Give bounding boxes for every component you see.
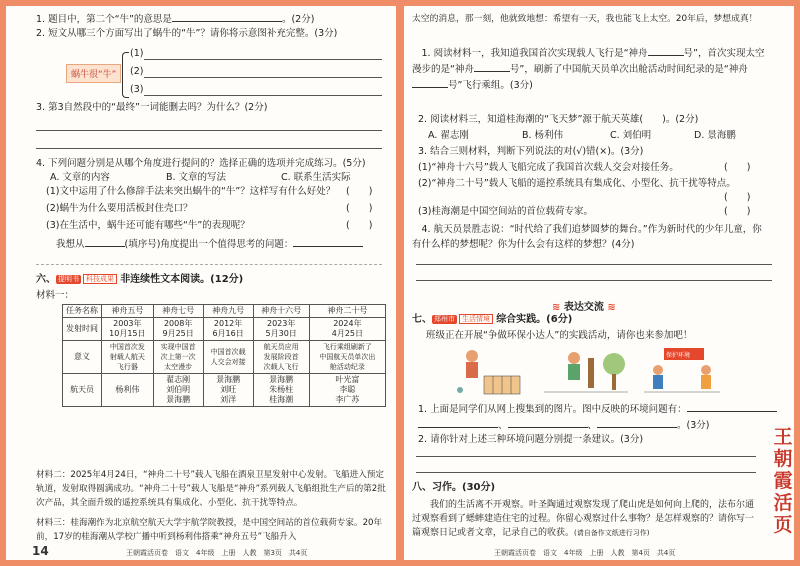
q4-last: 我想从 (填序号)角度提出一个值得思考的问题： <box>56 237 363 251</box>
table-row: 发射时间 2003年 10月15日 2008年 9月25日 2012年 6月16日 2023年 5月30日 2024年 4月25日 <box>63 318 386 341</box>
answer-line[interactable] <box>416 456 756 457</box>
table-header: 神舟五号 <box>102 305 154 318</box>
r7-q2: 2. 请你针对上述三种环境问题分别提一条建议。(3分) <box>418 434 644 445</box>
answer-paren[interactable]: ( ) <box>724 206 751 217</box>
answer-line[interactable] <box>144 59 382 60</box>
answer-line[interactable] <box>36 148 382 149</box>
material-3-continued: 太空的消息，那一刻，他就致地想：希望有一天，我也能飞上太空。20年后，梦想成真！ <box>412 14 758 24</box>
page-number: 14 <box>32 544 49 558</box>
table-header: 神舟七号 <box>153 305 203 318</box>
answer-line[interactable] <box>144 95 382 96</box>
brace <box>122 52 129 98</box>
answer-paren[interactable]: ( ) <box>724 192 751 203</box>
right-page: 太空的消息，那一刻，他就致地想：希望有一天，我也能飞上太空。20年后，梦想成真！ 1. 阅读材料一，我知道我国首次实现载人飞行是“神舟 号”，首次实现太空漫步的是“神舟 号”，刷新了中国航天员单次出舱活动时间纪录的是“神舟号”飞行乘组。(3分) 2. 阅读材料三，知道桂海潮的“飞天梦”源于航天英雄( )。(2分) A. 翟志刚 B. 杨利伟 C. 刘伯明 D. 景海鹏 3. 结合三则材料，判断下列说法的对(√)错(×)。(3分) (1)“神舟十六号”载人飞船完成了我国首次载人交会对接任务。 ( ) (2)“神舟二十号”载人飞船的遥控系统具有集成化、小型化、抗干扰等特点。 ( ) (3)桂海潮是中国空间站的首位载荷专家。 ( ) 4. 航天员景胜志说：“时代给了我们追梦圆梦的舞台。”作为新时代的少年儿童，你有什么样的梦想呢？你为什么会有这样的梦想？(4分) ≋ 表达交流 ≋ 七、 郑州市 生活情境 综合实践。(6分) 班级正在开展“争做环保小达人”的实践活动，请你也来参加吧！ 保护环境 1. 上面是同学们从网上搜集到的图片。图中反映的环境问题有： 、 、 。(3分) 2. 请你针对上述三种环境问题分别提一条建议。(3分) 八、习作。(30分) 我们的生活离不开观察。叶圣陶通过观察发现了爬山虎是如何向上爬的，法布尔通过观察看到了蟋蟀建造住宅的过程。你留心观察过什么事物？是怎样观察的？请你写一篇观察日记或者文章，记录自己的收获。(请自备作文纸进行习作) 王朝霞活页卷 语文 4年级 上册 人教 第4页 共4页 王 朝 霞 活 页 <box>404 6 794 560</box>
answer-line[interactable] <box>416 280 772 281</box>
r-q3: 3. 结合三则材料，判断下列说法的对(√)错(×)。(3分) <box>418 146 644 157</box>
express-header: ≋ 表达交流 ≋ <box>552 302 616 313</box>
answer-paren[interactable]: ( ) <box>724 162 751 173</box>
section-8-title: 八、习作。(30分) <box>412 482 496 493</box>
illustration-1 <box>454 346 524 396</box>
intro: 班级正在开展“争做环保小达人”的实践活动，请你也来参加吧！ <box>426 330 693 341</box>
mission-table <box>62 304 386 407</box>
tree-cutting-illustration-icon <box>544 348 628 396</box>
answer-line[interactable] <box>416 264 772 265</box>
material-3: 材料三：桂海潮作为北京航空航天大学宇航学院教授，是中国空间站的首位载荷专家。20年前，17岁的桂海潮从学校广播中听到杨利伟搭乘“神舟五号”飞船升入 <box>36 518 383 542</box>
left-page: 1. 题目中，第二个“牛”的意思是 。(2分) 2. 短文从哪三个方面写出了蜗牛的“牛”？请你将示意图补充完整。(3分) 蜗牛很“牛” (1) (2) (3) 3. 第3自然段中的“最终”一词能删去吗？为什么？(2分) 4. 下列问题分别是从哪个角度进行提问的？选择正确的选项并完成练习。(5分) A. 文章的内容 B. 文章的写法 C. 联系生活实际 (1)文中运用了什么修辞手法来突出蜗牛的“牛”？这样写有什么好处？ ( ) (2)蜗牛为什么要用活板封住壳口？ ( ) (3)在生活中，蜗牛还可能有哪些“牛”的表现呢？ ( ) 我想从 (填序号)角度提出一个值得思考的问题： 六、 提明书 科技成果 非连续性文本阅读。(12分) 材料一： 任务名称 神舟五号 神舟七号 神舟九号 神舟十六号 神舟二十号 发射时间 2003年 10月15日 2008年 9月25日 2012年 6月16日 2023年 5月30日 2024年 4月25日 意义 中国首次发 射载人航天 飞行器 实现中国首 次上第一次 太空漫步 中国首次载 人交会对接 航天员应用 发展阶段首 次载人飞行 飞行乘组刷新了 中国航天员单次出 舱活动纪录 航天员 杨利伟 翟志刚 刘伯明 景海鹏 景海鹏 刘旺 刘洋 景海鹏 朱杨柱 桂海潮 叶光富 李聪 李广苏 材料二：2025年4月24日，“神舟二十号”载人飞船在酒泉卫星发射中心发射。飞船进入预定轨道，发射取得圆满成功。“神舟二十号”载人飞船是“神舟”系列载人飞船组批生产后的第2批次产品，其全面升级的遥控系统具有集成化、小型化、抗干扰等特点。 材料三：桂海潮作为北京航空航天大学宇航学院教授，是中国空间站的首位载荷专家。20年前，17岁的桂海潮从学校广播中听到杨利伟搭乘“神舟五号”飞船升入 14 王朝霞活页卷 语文 4年级 上册 人教 第3页 共4页 <box>6 6 396 560</box>
answer-line[interactable] <box>36 130 382 131</box>
section-7-title: 七、 郑州市 生活情境 综合实践。(6分) <box>412 314 573 325</box>
poster-text: 保护环境 <box>666 352 691 359</box>
essay-prompt: 我们的生活离不开观察。叶圣陶通过观察发现了爬山虎是如何向上爬的，法布尔通过观察看到了蟋蟀建造住宅的过程。你留心观察过什么事物？是怎样观察的？请你写一篇观察日记或者文章，记录自己的收获。(请自备作文纸进行习作) <box>412 500 755 538</box>
answer-paren[interactable]: ( ) <box>346 220 373 231</box>
table-header-row <box>63 305 386 318</box>
r-q2: 2. 阅读材料三，知道桂海潮的“飞天梦”源于航天英雄( )。(2分) <box>418 114 699 125</box>
table-header: 神舟十六号 <box>253 305 309 318</box>
material-2: 材料二：2025年4月24日，“神舟二十号”载人飞船在酒泉卫星发射中心发射。飞船进入预定轨道，发射取得圆满成功。“神舟二十号”载人飞船是“神舟”系列载人飞船组批生产后的第2批次产品，其全面升级的遥控系统具有集成化、小型化、抗干扰等特点。 <box>36 470 386 508</box>
q2: 2. 短文从哪三个方面写出了蜗牛的“牛”？请你将示意图补充完整。(3分) <box>36 28 338 39</box>
section-6-title: 六、 提明书 科技成果 非连续性文本阅读。(12分) <box>36 274 244 285</box>
table-row: 航天员 杨利伟 翟志刚 刘伯明 景海鹏 景海鹏 刘旺 刘洋 景海鹏 朱杨柱 桂海潮 叶光富 李聪 李广苏 <box>63 374 386 407</box>
q4: 4. 下列问题分别是从哪个角度进行提问的？选择正确的选项并完成练习。(5分) <box>36 158 366 169</box>
footer: 王朝霞活页卷 语文 4年级 上册 人教 第3页 共4页 <box>126 549 308 557</box>
r7-q1-line2: 、 、 。(3分) <box>418 418 710 432</box>
answer-line[interactable] <box>416 472 756 473</box>
table-header: 神舟二十号 <box>309 305 385 318</box>
r-q4: 4. 航天员景胜志说：“时代给了我们追梦圆梦的舞台。”作为新时代的少年儿童，你有什么样的梦想呢？你为什么会有这样的梦想？(4分) <box>412 224 762 250</box>
table-header: 任务名称 <box>63 305 102 318</box>
littering-illustration-icon <box>454 346 524 396</box>
r7-q1: 1. 上面是同学们从网上搜集到的图片。图中反映的环境问题有： <box>418 402 777 416</box>
divider <box>36 264 382 265</box>
snail-label: 蜗牛很“牛” <box>66 64 121 83</box>
q3: 3. 第3自然段中的“最终”一词能删去吗？为什么？(2分) <box>36 102 268 113</box>
footer: 王朝霞活页卷 语文 4年级 上册 人教 第4页 共4页 <box>494 549 676 557</box>
brand-vertical: 王 朝 霞 活 页 <box>773 426 793 536</box>
table-header: 神舟九号 <box>203 305 253 318</box>
r-q1: 1. 阅读材料一，我知道我国首次实现载人飞行是“神舟 号”，首次实现太空漫步的是“神舟 号”，刷新了中国航天员单次出舱活动时间纪录的是“神舟号”飞行乘组。(3分) <box>412 48 765 91</box>
illustration-2 <box>544 348 628 396</box>
answer-paren[interactable]: ( ) <box>346 186 373 197</box>
answer-line[interactable] <box>144 77 382 78</box>
answer-paren[interactable]: ( ) <box>346 203 373 214</box>
q1: 1. 题目中，第二个“牛”的意思是 。(2分) <box>36 14 315 25</box>
table-row: 意义 中国首次发 射载人航天 飞行器 实现中国首 次上第一次 太空漫步 中国首次载 人交会对接 航天员应用 发展阶段首 次载人飞行 飞行乘组刷新了 中国航天员单次出 舱活动纪录 <box>63 341 386 374</box>
